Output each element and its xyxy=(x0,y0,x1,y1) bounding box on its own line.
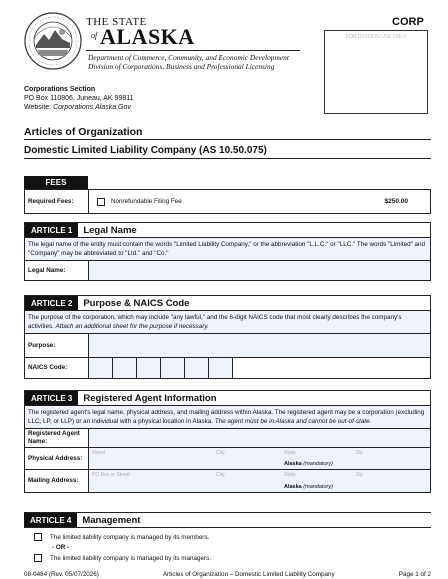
article-1-tag: ARTICLE 1 xyxy=(25,223,78,237)
naics-label: NAICS Code: xyxy=(25,358,89,378)
form-subtitle: Domestic Limited Liability Company (AS 10.50.075) xyxy=(24,145,267,156)
website-link[interactable]: Corporations.Alaska.Gov xyxy=(53,104,131,111)
office-use-label: FOR DIVISION USE ONLY xyxy=(345,34,407,40)
physical-address-fields xyxy=(89,448,430,469)
division-name: Division of Corporations, Business and Professional Licensing xyxy=(88,62,275,71)
website-line xyxy=(24,104,131,111)
article-3-instructions: The registered agent's legal name, physical address, and mailing address within Alaska. The registered agent may be a corporation (excluding LLC, LP, or LLP) or an individual with a physical location in Alaska. The agent must be in Alaska and cannot be out-of-state. xyxy=(25,406,430,429)
managers-checkbox[interactable] xyxy=(34,554,42,562)
legal-name-label: Legal Name: xyxy=(25,261,89,280)
mailing-city-input[interactable]: City xyxy=(216,472,225,478)
state-label-of: of xyxy=(91,31,98,40)
fees-label: Required Fees: xyxy=(25,190,89,213)
physical-zip-input[interactable]: Zip xyxy=(356,450,363,456)
fees-tag: FEES xyxy=(24,176,88,189)
managed-by-members-option[interactable] xyxy=(24,533,431,541)
naics-digit-5[interactable] xyxy=(185,358,209,378)
article-4-title: Management xyxy=(82,514,141,526)
legal-name-input[interactable] xyxy=(89,261,430,280)
agent-name-input[interactable] xyxy=(89,429,430,447)
article-1-title: Legal Name xyxy=(83,224,137,236)
mailing-street-input[interactable]: PO Box or Street xyxy=(92,472,130,478)
purpose-input[interactable] xyxy=(89,334,430,357)
section-name: Corporations Section xyxy=(24,86,96,93)
article-3-title: Registered Agent Information xyxy=(83,392,217,404)
naics-digit-1[interactable] xyxy=(89,358,113,378)
mailing-address-fields xyxy=(89,470,430,492)
state-name: ALASKA xyxy=(100,24,195,49)
form-title: Articles of Organization xyxy=(24,126,143,138)
form-number: 08-0484 (Rev. 05/07/2026) xyxy=(24,571,99,578)
state-label-the: THE STATE xyxy=(86,16,147,28)
or-separator: - OR - xyxy=(52,544,70,551)
physical-state-field: State Alaska (mandatory) xyxy=(284,450,333,467)
mailing-address: PO Box 110806, Juneau, AK 99811 xyxy=(24,95,134,102)
managed-by-managers-option[interactable] xyxy=(24,554,431,562)
footer-title: Articles of Organization – Domestic Limited Liability Company xyxy=(162,571,335,578)
department-name: Department of Commerce, Community, and Economic Development xyxy=(88,53,289,62)
article-1-instructions: The legal name of the entity must contain the words "Limited Liability Company," or the abbreviation "L.L.C." or "LLC." The words "Limited" and "Company" may be abbreviated to "Ltd." and "Co." xyxy=(25,238,430,261)
fees-section xyxy=(24,189,431,214)
naics-digit-6[interactable] xyxy=(209,358,233,378)
header-divider xyxy=(86,50,300,51)
filing-fee-amount: $250.00 xyxy=(384,198,408,205)
agent-name-label: Registered Agent Name: xyxy=(25,429,89,447)
article-3-tag: ARTICLE 3 xyxy=(25,391,78,405)
mailing-address-label: Mailing Address: xyxy=(25,470,89,492)
naics-digit-2[interactable] xyxy=(113,358,137,378)
article-4-section xyxy=(24,512,431,562)
physical-city-input[interactable]: City xyxy=(216,450,225,456)
form-code: CORP xyxy=(392,16,424,28)
article-2-instructions: The purpose of the corporation, which may include "any lawful," and the 6-digit NAICS code that most clearly describes the company's activities. Attach an additional sheet for the purpose if necessary. xyxy=(25,311,430,334)
state-seal-logo xyxy=(24,12,82,70)
members-option-label: The limited liability company is managed by its members. xyxy=(50,533,210,541)
mailing-state-field: State Alaska (mandatory) xyxy=(284,472,333,490)
page-number: Page 1 of 2 xyxy=(398,571,431,578)
filing-fee-label: Nonrefundable Filing Fee xyxy=(111,198,182,205)
article-1-section xyxy=(24,222,431,281)
website-label: Website: xyxy=(24,104,52,111)
article-4-tag: ARTICLE 4 xyxy=(24,513,77,527)
article-2-section xyxy=(24,295,431,379)
page-footer xyxy=(24,571,431,578)
physical-street-input[interactable]: Street xyxy=(92,450,106,456)
naics-code-input[interactable] xyxy=(89,358,430,378)
subtitle-divider xyxy=(24,158,431,159)
members-checkbox[interactable] xyxy=(34,533,42,541)
physical-address-label: Physical Address: xyxy=(25,448,89,469)
office-use-box xyxy=(324,30,428,114)
managers-option-label: The limited liability company is managed by its managers. xyxy=(50,554,211,562)
naics-digit-4[interactable] xyxy=(161,358,185,378)
purpose-label: Purpose: xyxy=(25,334,89,357)
naics-digit-3[interactable] xyxy=(137,358,161,378)
article-2-title: Purpose & NAICS Code xyxy=(83,297,190,309)
article-2-tag: ARTICLE 2 xyxy=(25,296,78,310)
filing-fee-checkbox[interactable] xyxy=(97,198,105,206)
mailing-zip-input[interactable]: Zip xyxy=(356,472,363,478)
article-3-section xyxy=(24,390,431,493)
title-divider xyxy=(24,139,431,140)
